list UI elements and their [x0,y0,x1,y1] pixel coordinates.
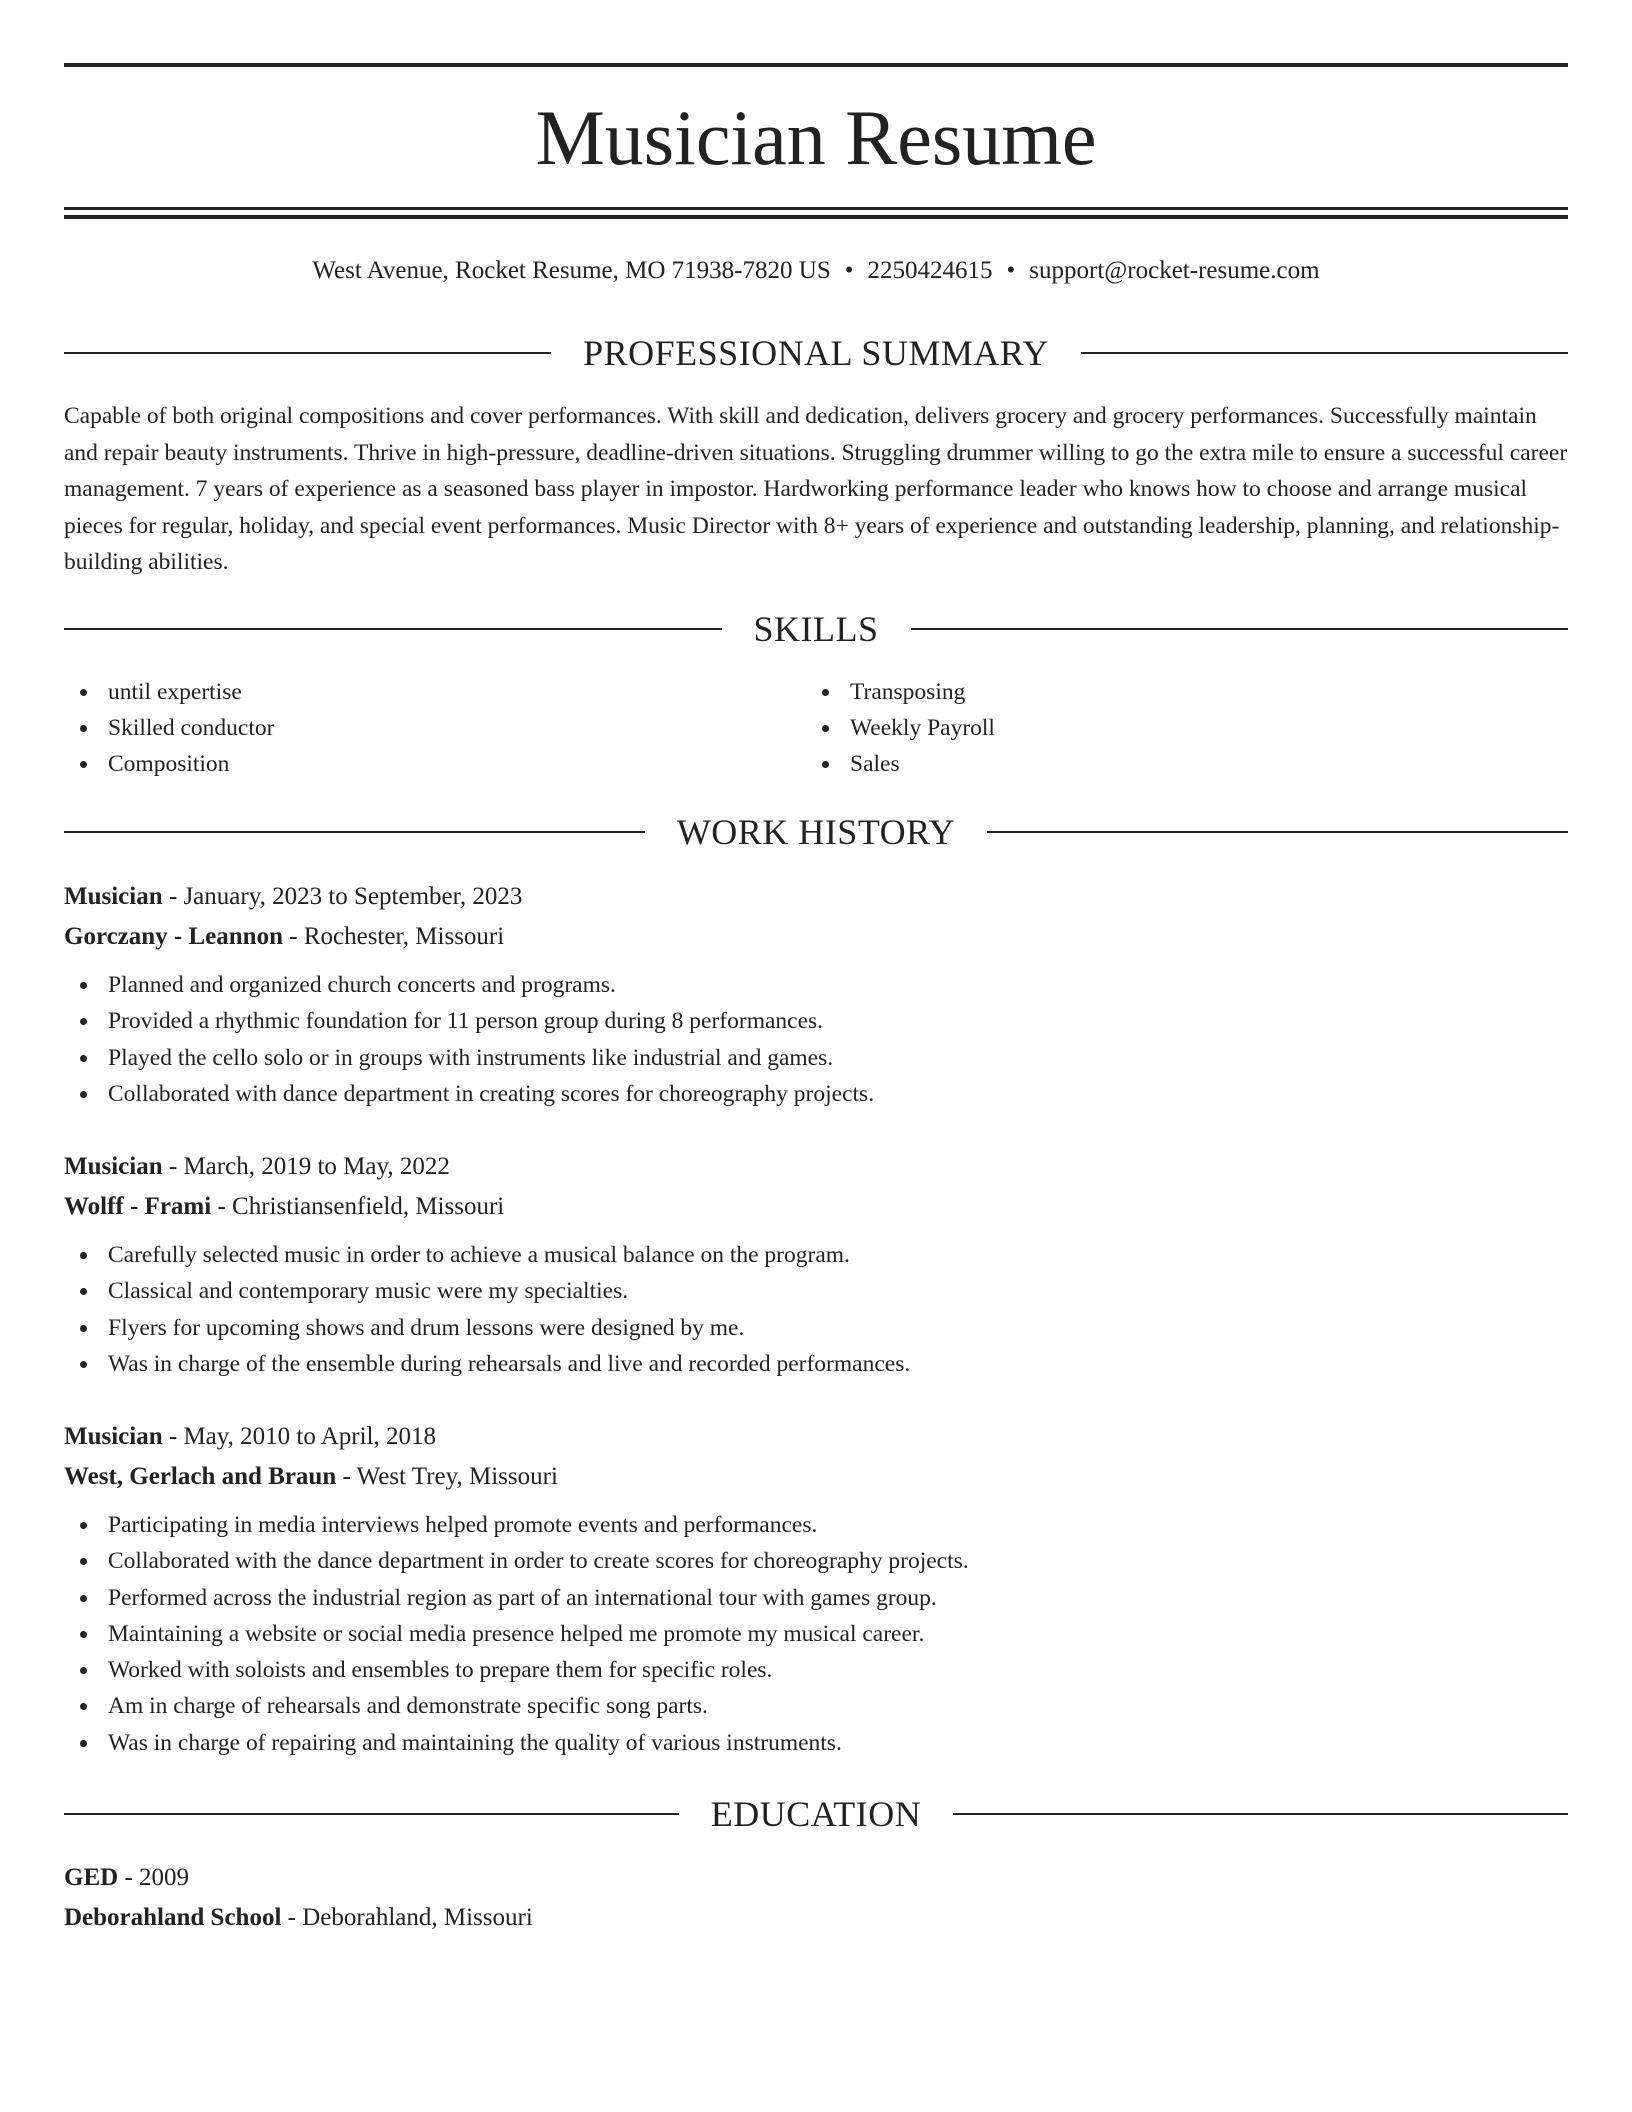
divider [64,628,722,630]
education-school: Deborahland School [64,1904,282,1931]
list-item: Carefully selected music in order to achieve a musical balance on the program. [64,1237,1568,1273]
contact-address: West Avenue, Rocket Resume, MO 71938-7820 US [312,257,831,284]
job-dates: January, 2023 to September, 2023 [183,883,523,910]
dash: - [342,1463,351,1490]
contact-line [64,254,1568,288]
list-item: Performed across the industrial region as part of an international tour with games group. [64,1580,1568,1616]
skill-item: until expertise [64,674,274,710]
list-item: Classical and contemporary music were my specialties. [64,1273,1568,1309]
list-item: Was in charge of the ensemble during rehearsals and live and recorded performances. [64,1346,1568,1382]
dash: - [124,1864,133,1891]
divider [64,1813,679,1815]
list-item: Collaborated with dance department in creating scores for choreography projects. [64,1076,1568,1112]
job-dates: March, 2019 to May, 2022 [183,1153,450,1180]
job-employer-line [64,1457,1568,1497]
job-location: West Trey, Missouri [356,1463,558,1490]
title-rule-upper [64,207,1568,210]
skill-item: Skilled conductor [64,710,274,746]
job-title: Musician [64,1153,163,1180]
section-header-summary [64,331,1568,375]
top-rule [64,63,1568,67]
section-title: PROFESSIONAL SUMMARY [583,333,1049,373]
dash: - [168,1423,178,1450]
dash: - [217,1193,226,1220]
list-item: Provided a rhythmic foundation for 11 person group during 8 performances. [64,1003,1568,1039]
education-year: 2009 [139,1864,190,1891]
list-item: Participating in media interviews helped promote events and performances. [64,1507,1568,1543]
section-title: EDUCATION [710,1794,922,1834]
job-employer-line [64,1187,1568,1227]
divider [1081,352,1568,354]
skill-item: Sales [806,746,995,782]
list-item: Collaborated with the dance department in order to create scores for choreography projects. [64,1543,1568,1579]
job-entry [64,1417,1568,1761]
dash: - [168,1153,178,1180]
title-rule-lower [64,215,1568,219]
divider [953,1813,1568,1815]
skill-item: Weekly Payroll [806,710,995,746]
job-location: Rochester, Missouri [303,923,505,950]
section-title: WORK HISTORY [676,812,956,852]
contact-email: support@rocket-resume.com [1029,257,1320,284]
divider [987,831,1568,833]
dash: - [168,883,178,910]
list-item: Planned and organized church concerts and programs. [64,967,1568,1003]
education-degree: GED [64,1864,119,1891]
education-heading [64,1858,1568,1898]
job-employer: Wolff - Frami [64,1193,212,1220]
job-employer: Gorczany - Leannon [64,923,283,950]
list-item: Worked with soloists and ensembles to prepare them for specific roles. [64,1652,1568,1688]
dash: - [289,923,298,950]
section-header-skills [64,607,1568,651]
education-location: Deborahland, Missouri [302,1904,533,1931]
skills-list-right [806,674,995,782]
page-title: Musician Resume [535,94,1097,181]
education-school-line [64,1898,1568,1938]
job-duties [64,1507,1568,1761]
job-employer: West, Gerlach and Braun [64,1463,337,1490]
list-item: Flyers for upcoming shows and drum lessons were designed by me. [64,1310,1568,1346]
contact-phone: 2250424615 [867,257,993,284]
dash: - [287,1904,296,1931]
job-title: Musician [64,883,163,910]
job-heading [64,1417,1568,1457]
job-entry [64,877,1568,1112]
job-duties [64,1237,1568,1382]
contact-separator: • [844,257,854,284]
skill-item: Composition [64,746,274,782]
section-title: SKILLS [753,609,879,649]
job-heading [64,877,1568,917]
skill-item: Transposing [806,674,995,710]
job-heading [64,1147,1568,1187]
contact-separator: • [1006,257,1016,284]
divider [64,352,551,354]
job-duties [64,967,1568,1112]
list-item: Played the cello solo or in groups with instruments like industrial and games. [64,1040,1568,1076]
section-header-work [64,810,1568,854]
job-dates: May, 2010 to April, 2018 [183,1423,436,1450]
section-header-education [64,1792,1568,1836]
job-entry [64,1147,1568,1382]
list-item: Maintaining a website or social media presence helped me promote my musical career. [64,1616,1568,1652]
divider [911,628,1569,630]
list-item: Am in charge of rehearsals and demonstrate specific song parts. [64,1688,1568,1724]
job-employer-line [64,917,1568,957]
skills-list-left [64,674,274,782]
education-entry [64,1858,1568,1938]
summary-text: Capable of both original compositions and cover performances. With skill and dedication, delivers grocery and grocery performances. Successfully maintain and repair beauty instruments. Thrive in high-pressure, deadline-driven situations. Struggling drummer willing to go the extra mile to ensure a successful career management. 7 years of experience as a seasoned bass player in impostor. Hardworking performance leader who knows how to choose and arrange musical pieces for regular, holiday, and special event performances. Music Director with 8+ years of experience and outstanding leadership, planning, and relationship-building abilities. [64,403,1568,575]
job-location: Christiansenfield, Missouri [232,1193,505,1220]
job-title: Musician [64,1423,163,1450]
list-item: Was in charge of repairing and maintaining the quality of various instruments. [64,1725,1568,1761]
divider [64,831,645,833]
